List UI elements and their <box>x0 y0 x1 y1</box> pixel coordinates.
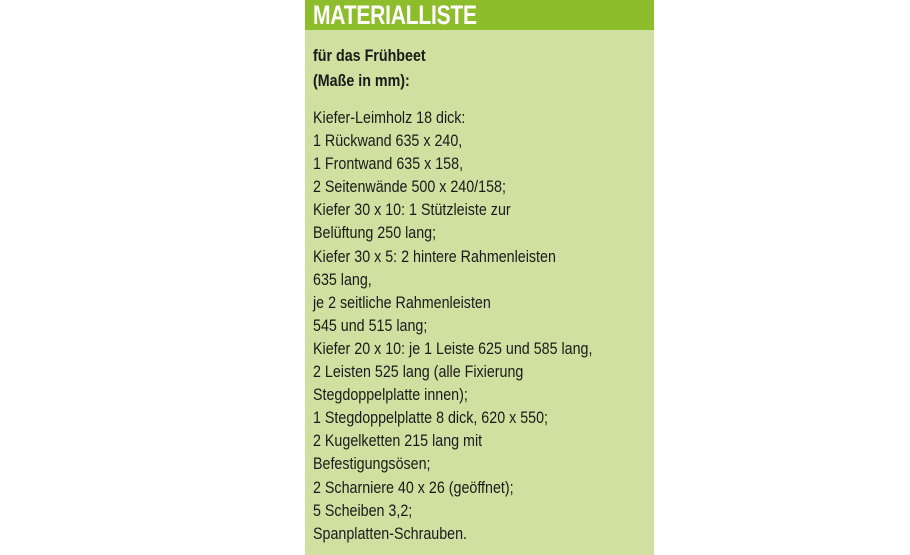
list-line: Kiefer 30 x 10: 1 Stützleiste zur <box>313 200 511 220</box>
list-line: 2 Leisten 525 lang (alle Fixierung <box>313 362 524 382</box>
subtitle <box>313 43 426 93</box>
material-list-box <box>305 0 654 555</box>
list-line: 1 Frontwand 635 x 158, <box>313 154 464 174</box>
list-line: 5 Scheiben 3,2; <box>313 500 413 520</box>
header-bar <box>305 0 654 30</box>
subtitle-line: für das Frühbeet <box>313 46 426 65</box>
list-line: Kiefer-Leimholz 18 dick: <box>313 108 466 127</box>
list-line: Kiefer 20 x 10: je 1 Leiste 625 und 585 lang, <box>313 338 593 358</box>
list-line: 635 lang, <box>313 269 372 289</box>
list-line: 2 Scharniere 40 x 26 (geöffnet); <box>313 477 514 497</box>
list-line: Befestigungsösen; <box>313 454 431 474</box>
list-line: Spanplatten-Schrauben. <box>313 523 468 543</box>
material-list <box>313 106 592 545</box>
list-line: Kiefer 30 x 5: 2 hintere Rahmenleisten <box>313 246 556 266</box>
list-line: Stegdoppelplatte innen); <box>313 385 468 405</box>
list-line: 1 Stegdoppelplatte 8 dick, 620 x 550; <box>313 408 549 428</box>
list-line: 2 Seitenwände 500 x 240/158; <box>313 177 506 197</box>
list-line: Belüftung 250 lang; <box>313 223 437 243</box>
list-line: 1 Rückwand 635 x 240, <box>313 131 463 151</box>
list-line: 2 Kugelketten 215 lang mit <box>313 431 483 451</box>
box-title: MATERIALLISTE <box>313 0 477 30</box>
list-line: 545 und 515 lang; <box>313 315 428 335</box>
subtitle-line: (Maße in mm): <box>313 71 410 90</box>
list-line: je 2 seitliche Rahmenleisten <box>313 292 491 312</box>
